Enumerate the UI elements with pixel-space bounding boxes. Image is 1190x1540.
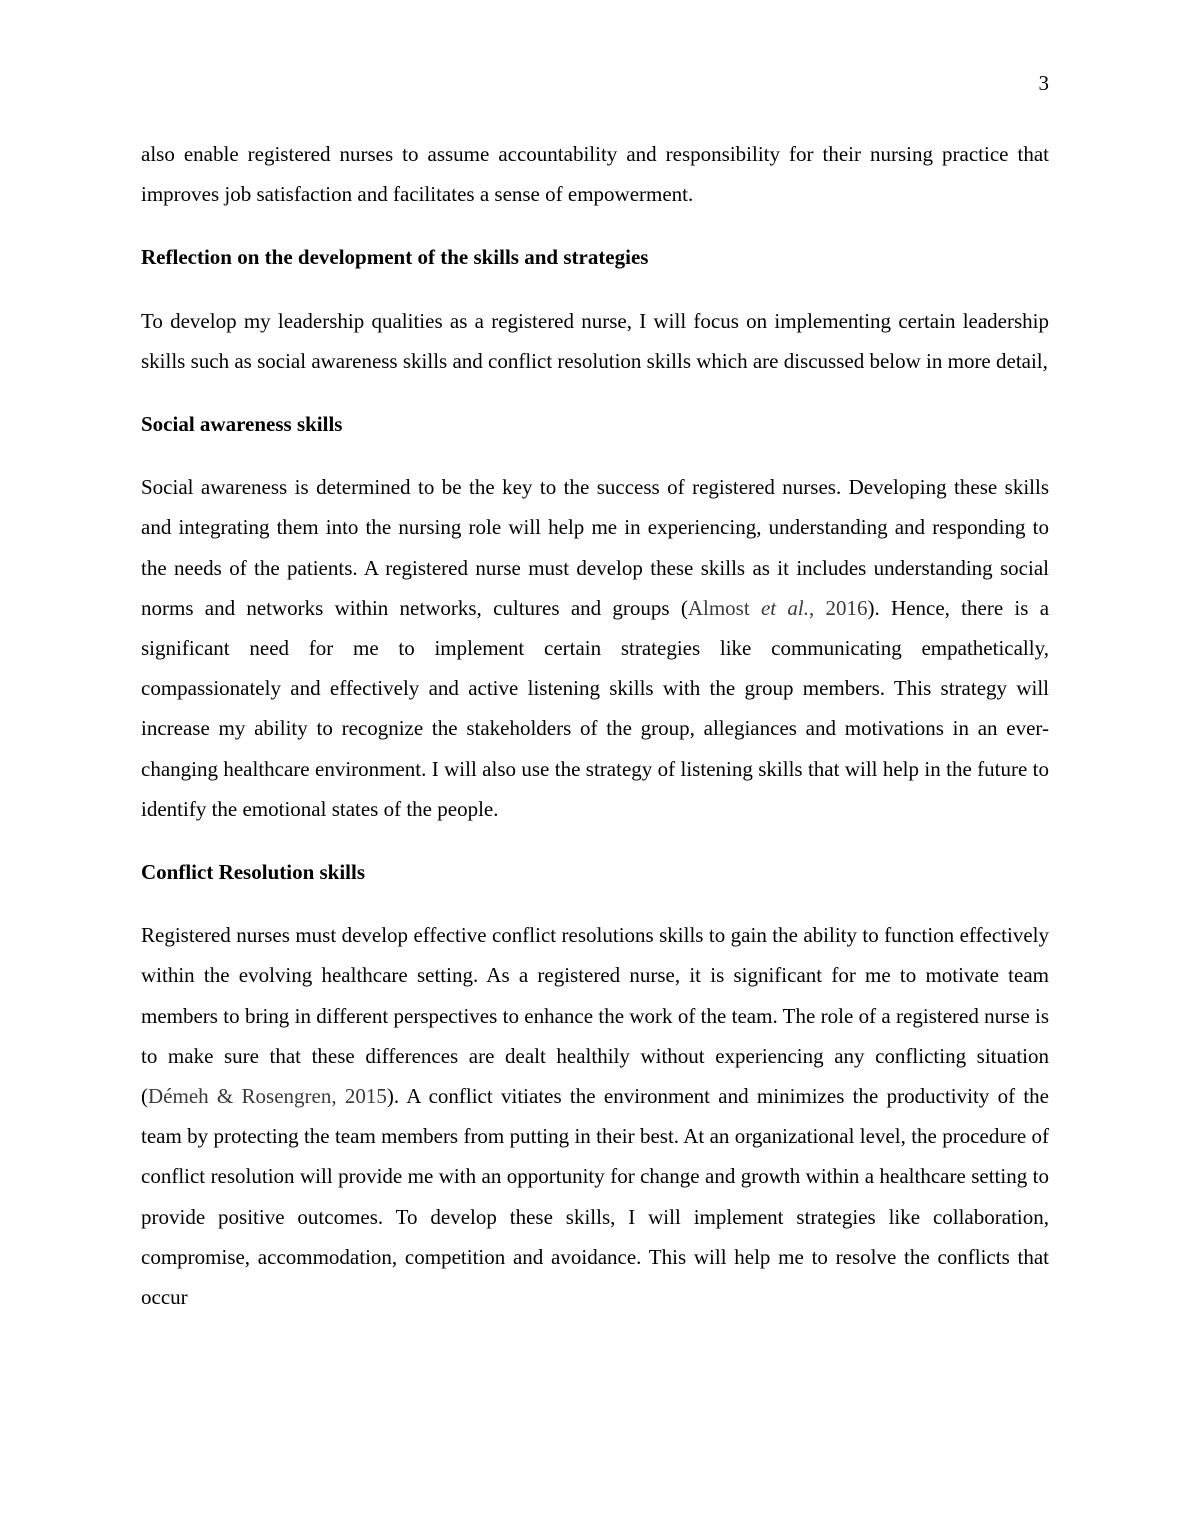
section-heading-social-awareness: Social awareness skills	[141, 412, 343, 437]
paragraph-social-awareness	[141, 467, 1049, 829]
citation-demeh-rosengren-2015: Démeh & Rosengren, 2015	[148, 1084, 387, 1109]
paragraph-text: ). A conflict vitiates the environment and minimizes the productivity of the team by protecting the team members from putting in their best. At an organizational level, the procedure of conflict resolution will provide me with an opportunity for change and growth within a healthcare setting to provide positive outcomes. To develop these skills, I will implement strategies like collaboration, compromise, accommodation, competition and avoidance. This will help me to resolve the conflicts that occur	[141, 1084, 1049, 1310]
citation-author: Almost	[687, 595, 761, 620]
page-number: 3	[1038, 71, 1049, 95]
paragraph-text: Social awareness is determined to be the key to the success of registered nurses. Developing these skills and integrating them into the nursing role will help me in experiencing, understanding and responding to the needs of the patients. A registered nurse must develop these skills as it includes understanding social norms and networks within networks, cultures and groups (	[141, 475, 1049, 620]
paragraph-text: Registered nurses must develop effective conflict resolutions skills to gain the ability to function effectively within the evolving healthcare setting. As a registered nurse, it is significant for me to motivate team members to bring in different perspectives to enhance the work of the team. The role of a registered nurse is to make sure that these differences are dealt healthily without experiencing any conflicting situation (	[141, 923, 1049, 1109]
section-heading-conflict-resolution: Conflict Resolution skills	[141, 860, 366, 885]
citation-almost-2016	[688, 596, 868, 620]
paragraph-conflict-resolution	[141, 915, 1049, 1317]
paragraph-continuation: also enable registered nurses to assume accountability and responsibility for their nursing practice that improves job satisfaction and facilitates a sense of empowerment.	[141, 142, 1049, 207]
paragraph-reflection: To develop my leadership qualities as a registered nurse, I will focus on implementing certain leadership skills such as social awareness skills and conflict resolution skills which are discussed below in more detail,	[141, 308, 1049, 373]
citation-year: , 2016	[808, 595, 868, 620]
citation-et-al: et al.	[760, 595, 809, 620]
paragraph-text: ). Hence, there is a significant need for me to implement certain strategies like communicating empathetically, compassionately and effectively and active listening skills with the group members. This strategy will increase my ability to recognize the stakeholders of the group, allegiances and motivations in an ever-changing healthcare environment. I will also use the strategy of listening skills that will help in the future to identify the emotional states of the people.	[141, 595, 1050, 821]
section-heading-reflection: Reflection on the development of the skills and strategies	[141, 245, 649, 270]
document-body	[141, 134, 1049, 1340]
